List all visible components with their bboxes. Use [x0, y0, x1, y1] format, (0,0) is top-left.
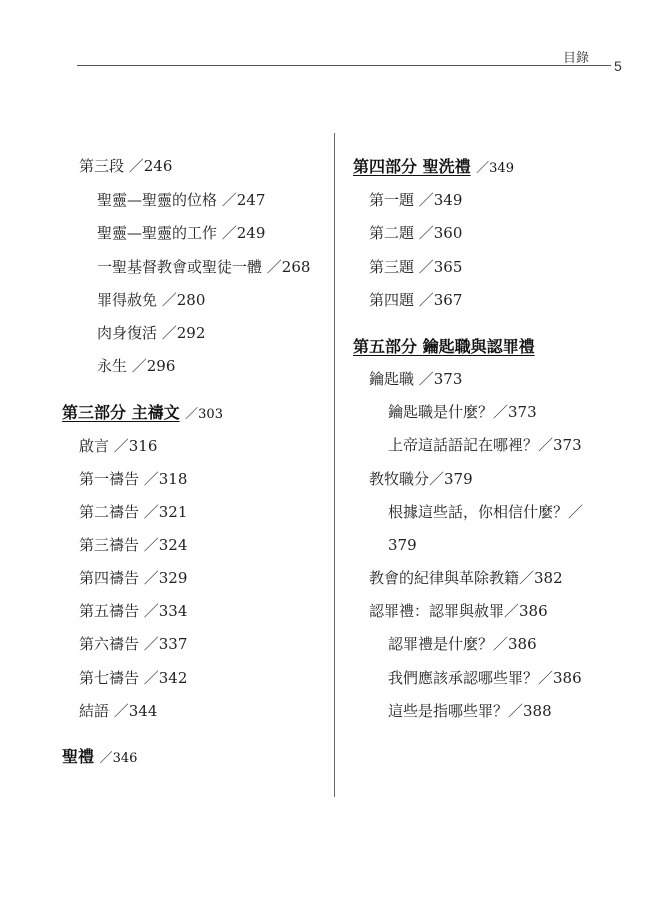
toc-entry[interactable]: 認罪禮是什麼？／386	[388, 635, 537, 653]
toc-part-4[interactable]	[353, 156, 514, 180]
toc-entry[interactable]: 結語 ／344	[79, 702, 158, 720]
toc-entry[interactable]: 教會的紀律與革除教籍／382	[369, 569, 563, 587]
toc-entry[interactable]: 肉身復活 ／292	[97, 324, 206, 342]
toc-entry[interactable]: 第三題 ／365	[369, 258, 463, 276]
toc-entry[interactable]: 罪得赦免 ／280	[97, 291, 206, 309]
sacraments-title: 聖禮	[62, 747, 95, 766]
running-header-title: 目錄	[563, 51, 590, 66]
toc-entry[interactable]: 教牧職分／379	[369, 470, 473, 488]
toc-part-5[interactable]	[353, 336, 535, 358]
toc-sacraments[interactable]	[62, 746, 137, 770]
toc-entry[interactable]: 鑰匙職 ／373	[369, 370, 463, 388]
toc-entry[interactable]: 第四題 ／367	[369, 291, 463, 309]
part-3-page: ／303	[185, 407, 223, 422]
toc-entry-continued[interactable]: 379	[388, 536, 417, 554]
toc-entry[interactable]: 鑰匙職是什麼？／373	[388, 403, 537, 421]
toc-entry[interactable]: 永生 ／296	[97, 357, 176, 375]
toc-entry[interactable]: 第一禱告 ／318	[79, 470, 188, 488]
toc-entry[interactable]: 第四禱告 ／329	[79, 569, 188, 587]
part-5-title: 第五部分 鑰匙職與認罪禮	[353, 337, 535, 356]
toc-entry[interactable]: 啟言 ／316	[79, 437, 158, 455]
toc-entry[interactable]: 這些是指哪些罪？／388	[388, 702, 552, 720]
toc-entry[interactable]: 上帝這話語記在哪裡？／373	[388, 436, 582, 454]
toc-entry[interactable]: 認罪禮：認罪與赦罪／386	[369, 602, 548, 620]
part-3-title: 第三部分 主禱文	[62, 403, 180, 422]
toc-entry[interactable]: 第六禱告 ／337	[79, 635, 188, 653]
sacraments-page: ／346	[99, 751, 138, 766]
toc-part-3[interactable]	[62, 402, 223, 426]
toc-entry[interactable]: 第一題 ／349	[369, 191, 463, 209]
toc-entry-section-3[interactable]: 第三段 ／246	[79, 157, 173, 175]
toc-entry[interactable]: 根據這些話，你相信什麼？／	[388, 503, 584, 521]
part-4-page: ／349	[476, 161, 514, 176]
toc-entry[interactable]: 我們應該承認哪些罪？／386	[388, 669, 582, 687]
toc-entry[interactable]: 第七禱告 ／342	[79, 669, 188, 687]
toc-entry[interactable]: 一聖基督教會或聖徒一體 ／268	[97, 258, 311, 276]
toc-entry[interactable]: 聖靈—聖靈的位格 ／247	[97, 191, 266, 209]
column-divider	[334, 133, 335, 797]
toc-entry[interactable]: 第二題 ／360	[369, 224, 463, 242]
part-4-title: 第四部分 聖洗禮	[353, 157, 471, 176]
toc-entry[interactable]: 聖靈—聖靈的工作 ／249	[97, 224, 266, 242]
header-rule	[77, 65, 611, 66]
toc-entry[interactable]: 第五禱告 ／334	[79, 602, 188, 620]
page-number: 5	[614, 58, 622, 74]
toc-entry[interactable]: 第二禱告 ／321	[79, 503, 188, 521]
toc-entry[interactable]: 第三禱告 ／324	[79, 536, 188, 554]
